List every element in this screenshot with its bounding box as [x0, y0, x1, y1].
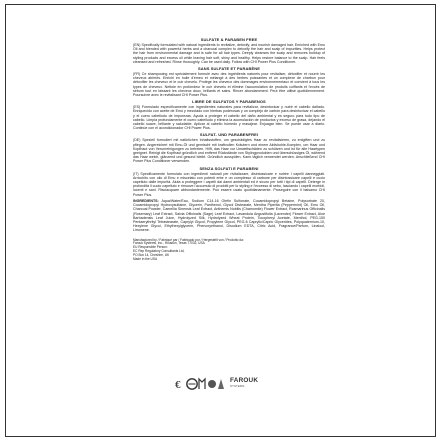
fine-print-line: Manufactured by / Fabriqué par / Fabricado por / Hergestellt von / Prodotto da:	[133, 237, 244, 242]
section-text: (EN) Specifically formulated with natural ingredients to revitalize, detoxify, and nourish damaged hair. Enriched with Emu Oil and blended with powerful herbs and a charcoal complex to detoxify the hair and scalp of impurities. Helps protect the hair from environmental damage and is safe for all hair types. Deeply cleanses the scalp and removes buildup of styling products and excess oil while leaving hair soft, shiny and healthy. Helps restore balance to the scalp. Hair feels cleansed and refreshed. Rinse thoroughly. Can be used daily. Follow with CHI Power Plus Conditioner.	[133, 43, 325, 64]
fine-print-line: EU Responsible Person:	[133, 245, 168, 250]
fine-print-line: EC Rep Regulatory Consultants Ltd,	[133, 249, 185, 254]
svg-text:€: €	[175, 379, 181, 391]
section-it	[133, 166, 325, 197]
label-frame	[5, 4, 436, 437]
product-label	[133, 35, 325, 262]
brand-name: FAROUK	[230, 377, 259, 384]
section-text: (ES) Formulado específicamente con ingredientes naturales para revitalizar, desintoxicar y nutrir el cabello dañado. Enriquecido con aceite de Emú y mezclado con hierbas poderosas y un complejo de carbón para desintoxicar el cabello y el cuero cabelludo de impurezas. Ayuda a proteger el cabello del daño ambiental y es seguro para todo tipo de cabello. Limpia profundamente el cuero cabelludo y elimina la acumulación de productos y exceso de grasa, dejando el cabello suave, brillante y saludable. Aplicar al cabello húmedo y masajear. Enjuagar bien. Se puede usar a diario. Continúe con el acondicionador CHI Power Plus.	[133, 105, 325, 131]
section-text: (IT) Specificamente formulato con ingredienti naturali per rivitalizzare, disintossicare e nutrire i capelli danneggiati. Arricchito con olio di Emu e miscelato con potenti erbe e un complesso di carbone per disintossicare capelli e cuoio capelluto dalle impurità. Aiuta a proteggere i capelli dai danni ambientali ed è sicuro per tutti i tipi di capelli. Deterge in profondità il cuoio capelluto e rimuove l'accumulo di prodotti per lo styling e l'eccesso di sebo, lasciando i capelli morbidi, lucenti e sani. Risciacquare abbondantemente. Può essere usato quotidianamente. Proseguire con il balsamo CHI Power Plus.	[133, 171, 325, 197]
section-heading: SULFAT- UND PARABENFREI	[199, 132, 259, 138]
section-text: (FR) Ce shampooing est spécialement formulé avec des ingrédients naturels pour revitaliser, détoxifier et nourrir les cheveux abîmés. Enrichi en huile d'émeu et mélangé à des herbes puissantes et un complexe de charbon pour détoxifier les cheveux et le cuir chevelu. Protège les cheveux des dommages environnementaux et convient à tous les types de cheveux. Nettoie en profondeur le cuir chevelu et élimine l'accumulation de produits coiffants et l'excès de sébum tout en laissant les cheveux doux, brillants et sains. Rincer abondamment. Peut être utilisé quotidiennement. Poursuivre avec le revitalisant CHI Power Plus.	[133, 72, 325, 98]
section-es	[133, 99, 325, 130]
section-heading: SENZA SOLFATI E PARABENI	[199, 165, 259, 171]
section-fr	[133, 66, 325, 97]
section-heading: LIBRE DE SULFATOS Y PARABENOS	[192, 99, 266, 105]
ingredients-text: Aqua/Water/Eau, Sodium C14-16 Olefin Sulfonate, Cocamidopropyl Betaine, Polysorbate 20, Cocamidopropyl Hydroxysultaine, Glycerin, Panthenol, Glycol Distearate, Mentha Piperita (Peppermint) Oil, Emu Oil, Charcoal Powder, Camellia Sinensis Leaf Extract, Anthemis Nobilis (Chamomile) Flower Extract, Rosmarinus Officinalis (Rosemary) Leaf Extract, Salvia Officinalis (Sage) Leaf Extract, Lavandula Angustifolia (Lavender) Flower Extract, Aloe Barbadensis Leaf Juice, Hydrolyzed Silk, Hydrolyzed Wheat Protein, Tocopheryl Acetate, Menthol, PEG-150 Pentaerythrityl Tetrastearate, Caprylyl Glycol, Propylene Glycol, PEG-6 Caprylic/Capric Glycerides, Polyquaternium-10, Hexylene Glycol, Ethylhexylglycerin, Phenoxyethanol, Disodium EDTA, Citric Acid, Fragrance/Parfum, Linalool, Limonene.	[133, 198, 325, 233]
fine-print-line: Made in the USA	[133, 257, 158, 262]
section-de	[133, 132, 325, 163]
section-heading: SULFATE & PARABEN FREE	[200, 37, 258, 42]
logo-row	[175, 377, 295, 391]
ingredients-list	[133, 199, 325, 233]
section-heading: SANS SULFATE ET PARABÈNE	[197, 66, 261, 72]
fine-print-line: PO Box 14, Cheshire, UK	[133, 253, 170, 258]
fine-print-line: Farouk Systems, Inc., Houston, Texas 77032, USA	[133, 241, 205, 246]
section-en	[133, 37, 325, 64]
manufacturer-info	[133, 239, 325, 262]
section-text: (DE) Speziell formuliert mit natürlichen Inhaltsstoffen, um geschädigtes Haar zu revitalisieren, zu entgiften und zu pflegen. Angereichert mit Emu-Öl und gemischt mit kraftvollen Kräutern und einem Aktivkohle-Komplex, um Haar und Kopfhaut von Verunreinigungen zu befreien. Hilft, das Haar vor Umweltschäden zu schützen und ist für alle Haartypen geeignet. Reinigt die Kopfhaut gründlich und entfernt Rückstände von Stylingprodukten und überschüssiges Öl, während das Haar weich, glänzend und gesund bleibt. Gründlich ausspülen. Kann täglich verwendet werden. Anschließend CHI Power Plus Conditioner verwenden.	[133, 138, 325, 164]
brand-tagline: SYSTEMS	[230, 384, 245, 388]
certification-marks-icon	[175, 377, 225, 391]
ingredients-label: INGREDIENTS:	[133, 198, 159, 203]
